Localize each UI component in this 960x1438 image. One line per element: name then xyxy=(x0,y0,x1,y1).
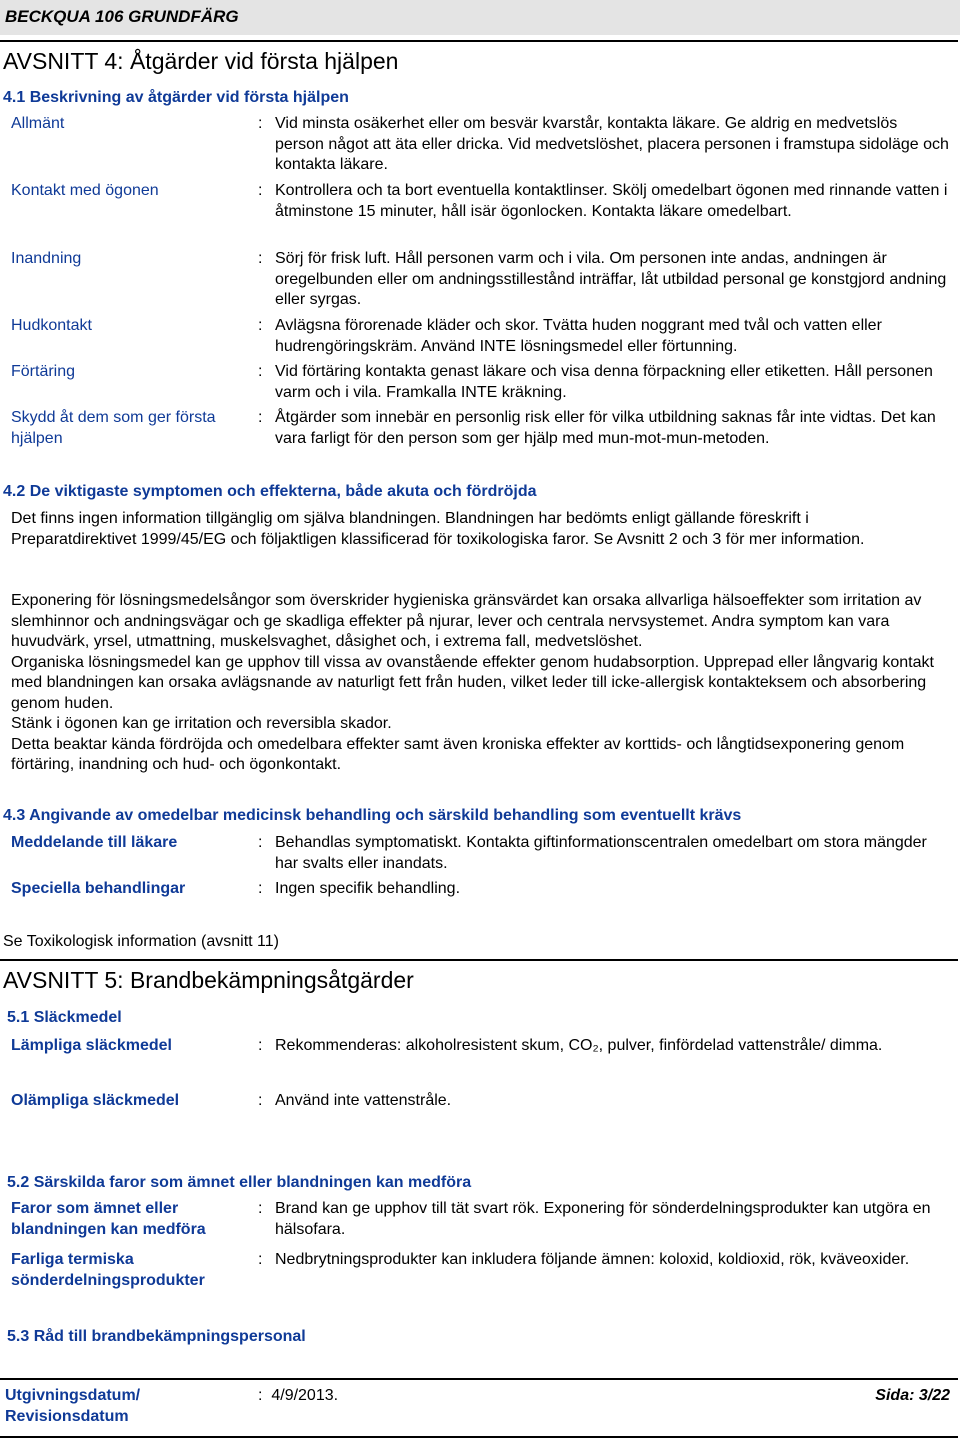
colon: : xyxy=(258,880,263,897)
subsection-5-2-title: 5.2 Särskilda faror som ämnet eller blandningen kan medföra xyxy=(7,1174,472,1191)
section-4-header xyxy=(0,40,958,82)
colon: : xyxy=(258,1037,263,1054)
value-fortaring xyxy=(258,362,950,403)
value-text: Vid förtäring kontakta genast läkare och visa denna förpackning eller etiketten. Håll personen varm och i vila. Framkalla INTE kräkning. xyxy=(275,363,933,401)
subsection-4-2-title: 4.2 De viktigaste symptomen och effekterna, både akuta och fördröjda xyxy=(3,483,537,500)
value-text: Ingen specifik behandling. xyxy=(275,880,461,897)
label-speciella-behandlingar: Speciella behandlingar xyxy=(11,880,186,897)
value-inandning xyxy=(258,249,950,311)
value-text: Brand kan ge upphov till tät svart rök. Exponering för sönderdelningsprodukter kan utgöra en hälsofara. xyxy=(275,1200,931,1238)
document-header xyxy=(0,0,960,35)
value-olampliga-slackmedel xyxy=(258,1091,950,1112)
symptoms-line: Detta beaktar kända fördröjda och omedelbara effekter samt även kroniska effekter av korttids- och långtidsexponering genom förtäring, inandning och hud- och ögonkontakt. xyxy=(11,735,905,773)
label-kontakt-med-ogonen: Kontakt med ögonen xyxy=(11,182,159,199)
value-allmant xyxy=(258,114,950,176)
value-text: Vid minsta osäkerhet eller om besvär kvarstår, kontakta läkare. Ge aldrig en medvetslös person något att äta eller dricka. Vid medvetslöshet, placera personen i framstupa sidoläge och kontakta läkare. xyxy=(275,115,949,173)
colon: : xyxy=(258,1251,263,1268)
value-skydd-at-dem-som-ger-forsta-hjalpen xyxy=(258,408,950,449)
value-text: Kontrollera och ta bort eventuella kontaktlinser. Skölj omedelbart ögonen med rinnande vatten i åtminstone 15 minuter, håll isär ögonlocken. Kontakta läkare omedelbart. xyxy=(275,182,948,220)
value-text: Använd inte vattenstråle. xyxy=(275,1092,452,1109)
value-kontakt-med-ogonen xyxy=(258,181,950,222)
subsection-5-1-title: 5.1 Släckmedel xyxy=(7,1009,122,1026)
label-farliga-termiska-sonderdelningsprodukter: Farliga termiska sönderdelningsprodukter xyxy=(11,1251,205,1289)
label-skydd-at-dem-som-ger-forsta-hjalpen: Skydd åt dem som ger första hjälpen xyxy=(11,409,216,447)
value-faror-som-amnet-eller-blandningen xyxy=(258,1199,950,1240)
symptoms-paragraph-2 xyxy=(11,591,936,776)
symptoms-line: Organiska lösningsmedel kan ge upphov till vissa av ovanstående effekter genom hudabsorption. Upprepad eller långvarig kontakt med blandningen kan orsaka avlägsnande av naturligt fett från huden, vilket leder till icke-allergisk kontakteksem och absorbering genom huden. xyxy=(11,653,934,712)
colon: : xyxy=(258,317,263,334)
section-4-title: AVSNITT 4: Åtgärder vid första hjälpen xyxy=(3,48,399,74)
value-text: Behandlas symptomatiskt. Kontakta giftinformationscentralen omedelbart om stora mängder har svalts eller inandats. xyxy=(275,834,927,872)
footer-date-value xyxy=(258,1386,338,1407)
label-fortaring: Förtäring xyxy=(11,363,76,380)
section-5-header xyxy=(0,959,958,1001)
value-meddelande-till-lakare xyxy=(258,833,950,874)
colon: : xyxy=(258,182,263,199)
value-speciella-behandlingar xyxy=(258,879,950,900)
value-text: Rekommenderas: alkoholresistent skum, CO₂, pulver, finfördelad vattenstråle/ dimma. xyxy=(275,1037,883,1054)
label-allmant: Allmänt xyxy=(11,115,65,132)
subsection-4-3-title: 4.3 Angivande av omedelbar medicinsk behandling och särskild behandling som eventuellt krävs xyxy=(3,807,742,824)
page-number: Sida: 3/22 xyxy=(875,1387,950,1404)
colon: : xyxy=(258,115,263,132)
label-faror-som-amnet-eller-blandningen: Faror som ämnet eller blandningen kan medföra xyxy=(11,1200,206,1238)
symptoms-paragraph-1: Det finns ingen information tillgänglig om själva blandningen. Blandningen har bedömts enligt gällande föreskrift i Preparatdirektivet 1999/45/EG och följaktligen klassificerad för toxikologiska faror. Se Avsnitt 2 och 3 för mer information. xyxy=(11,510,865,548)
label-meddelande-till-lakare: Meddelande till läkare xyxy=(11,834,178,851)
symptoms-line: Exponering för lösningsmedelsångor som överskrider hygieniska gränsvärdet kan orsaka allvarliga hälsoeffekter som irritation av slemhinnor och andningsvägar och ge skadliga effekter på njurar, lever och centrala nervsystemet. Andra symptom kan vara huvudvärk, yrsel, utmattning, muskelsvaghet, dåsighet och, i extrema fall, medvetslöshet. xyxy=(11,592,922,650)
value-text: Avlägsna förorenade kläder och skor. Tvätta huden noggrant med tvål och vatten eller hudrengöringskräm. Använd INTE lösningsmedel eller förtunning. xyxy=(275,317,882,355)
value-text: Sörj för frisk luft. Håll personen varm och i vila. Om personen inte andas, andningen är oregelbunden eller om andningsstillestånd inträffar, låt utbildad personal ge konstgjord andning eller syrgas. xyxy=(275,250,947,308)
value-text: Åtgärder som innebär en personlig risk eller för vilka utbildning saknas får inte vidtas. Det kan vara farligt för den person som ger hjälp med mun-mot-mun-metoden. xyxy=(275,409,936,447)
colon: : xyxy=(258,1387,263,1404)
symptoms-line: Stänk i ögonen kan ge irritation och reversibla skador. xyxy=(11,715,392,732)
see-toxicology-reference: Se Toxikologisk information (avsnitt 11) xyxy=(3,933,279,950)
subsection-5-3-title: 5.3 Råd till brandbekämpningspersonal xyxy=(7,1328,306,1345)
footer-date-label: Utgivningsdatum/ Revisionsdatum xyxy=(5,1387,141,1425)
colon: : xyxy=(258,1200,263,1217)
page-footer xyxy=(0,1378,958,1438)
subsection-4-1-title: 4.1 Beskrivning av åtgärder vid första hjälpen xyxy=(3,89,349,106)
colon: : xyxy=(258,250,263,267)
value-hudkontakt xyxy=(258,316,950,357)
colon: : xyxy=(258,363,263,380)
value-lampliga-slackmedel xyxy=(258,1036,950,1057)
label-inandning: Inandning xyxy=(11,250,82,267)
colon: : xyxy=(258,409,263,426)
label-hudkontakt: Hudkontakt xyxy=(11,317,92,334)
footer-date: 4/9/2013. xyxy=(271,1387,339,1404)
colon: : xyxy=(258,1092,263,1109)
label-olampliga-slackmedel: Olämpliga släckmedel xyxy=(11,1092,180,1109)
product-name: BECKQUA 106 GRUNDFÄRG xyxy=(5,7,239,26)
section-5-title: AVSNITT 5: Brandbekämpningsåtgärder xyxy=(3,967,414,993)
value-text: Nedbrytningsprodukter kan inkludera följande ämnen: koloxid, koldioxid, rök, kväveoxider. xyxy=(275,1251,910,1268)
colon: : xyxy=(258,834,263,851)
value-farliga-termiska-sonderdelningsprodukter xyxy=(258,1250,950,1271)
label-lampliga-slackmedel: Lämpliga släckmedel xyxy=(11,1037,172,1054)
